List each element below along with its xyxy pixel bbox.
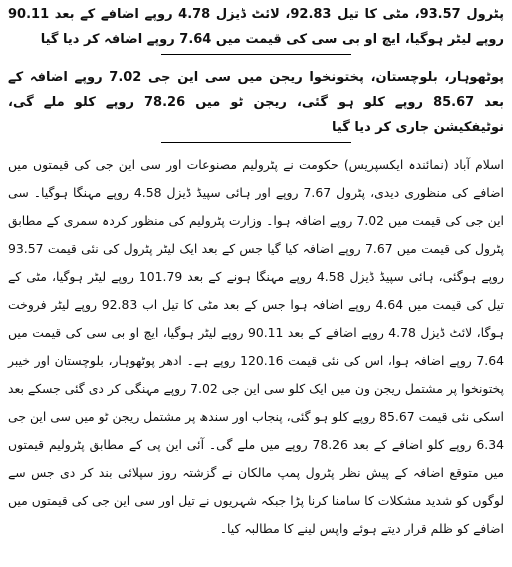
headline-divider-2 bbox=[161, 142, 351, 143]
headline-cng-prices: پوٹھوہار، بلوچستان، پختونخوا ریجن میں سی این جی 7.02 روپے اضافہ کے بعد 85.67 روپے کلو ہو گئی، ریجن ٹو میں 78.26 روپے کلو ملے گی، نوٹیفکیشن جاری کر دیا گیا bbox=[8, 70, 505, 135]
article-body: اسلام آباد (نمائندہ ایکسپریس) حکومت نے پٹرولیم مصنوعات اور سی این جی کی قیمتوں میں اضافے کی منظوری دیدی، پٹرول 7.67 روپے اور ہائی سپیڈ ڈیزل 4.58 روپے مہنگا ہوگیا۔ سی این جی کی قیمت میں 7.02 روپے اضافہ ہوا۔ وزارت پٹرولیم کی منظور کردہ سمری کے مطابق پٹرول کی قیمت میں 7.67 روپے اضافہ کیا گیا جس کے بعد ایک لیٹر پٹرول کی نئی قیمت 93.57 روپے ہوگئی، ہائی سپیڈ ڈیزل 4.58 روپے مہنگا ہونے کے بعد 101.79 روپے لیٹر ہوگیا، مٹی کے تیل کی قیمت میں 4.64 روپے اضافہ ہوا جس کے بعد مٹی کا تیل اب 92.83 روپے لیٹر فروخت ہوگا، لائٹ ڈیزل 4.78 روپے اضافے کے بعد 90.11 روپے لیٹر ہوگیا، ایچ او بی سی کی قیمت میں 7.64 روپے اضافہ ہوا، اس کی نئی قیمت 120.16 روپے ہے۔ ادھر پوٹھوہار، بلوچستان اور خیبر پختونخوا پر مشتمل ریجن ون میں ایک کلو سی این جی 7.02 روپے مہنگی کر دی گئی جسکے بعد اسکی نئی قیمت 85.67 روپے کلو ہو گئی، پنجاب اور سندھ پر مشتمل ریجن ٹو میں سی این جی 6.34 روپے کلو اضافے کے بعد 78.26 روپے میں ملے گی۔ آئی این پی کے مطابق پٹرولیم قیمتوں میں متوقع اضافہ کے پیش نظر پٹرول پمپ مالکان نے گزشتہ روز سپلائی بند کر دی جس سے لوگوں کو شدید مشکلات کا سامنا کرنا پڑا جبکہ شہریوں نے تیل اور سی این جی کی قیمتوں میں اضافے کو ظلم قرار دیتے ہوئے واپس لینے کا مطالبہ کیا۔ bbox=[8, 157, 505, 536]
headline-divider-1 bbox=[161, 54, 351, 55]
headline-petrol-prices: پٹرول 93.57، مٹی کا تیل 92.83، لائٹ ڈیزل 4.78 روپے اضافے کے بعد 90.11 روپے لیٹر ہوگیا، ایچ او بی سی کی قیمت میں 7.64 روپے اضافہ کر دیا گیا bbox=[8, 7, 504, 47]
